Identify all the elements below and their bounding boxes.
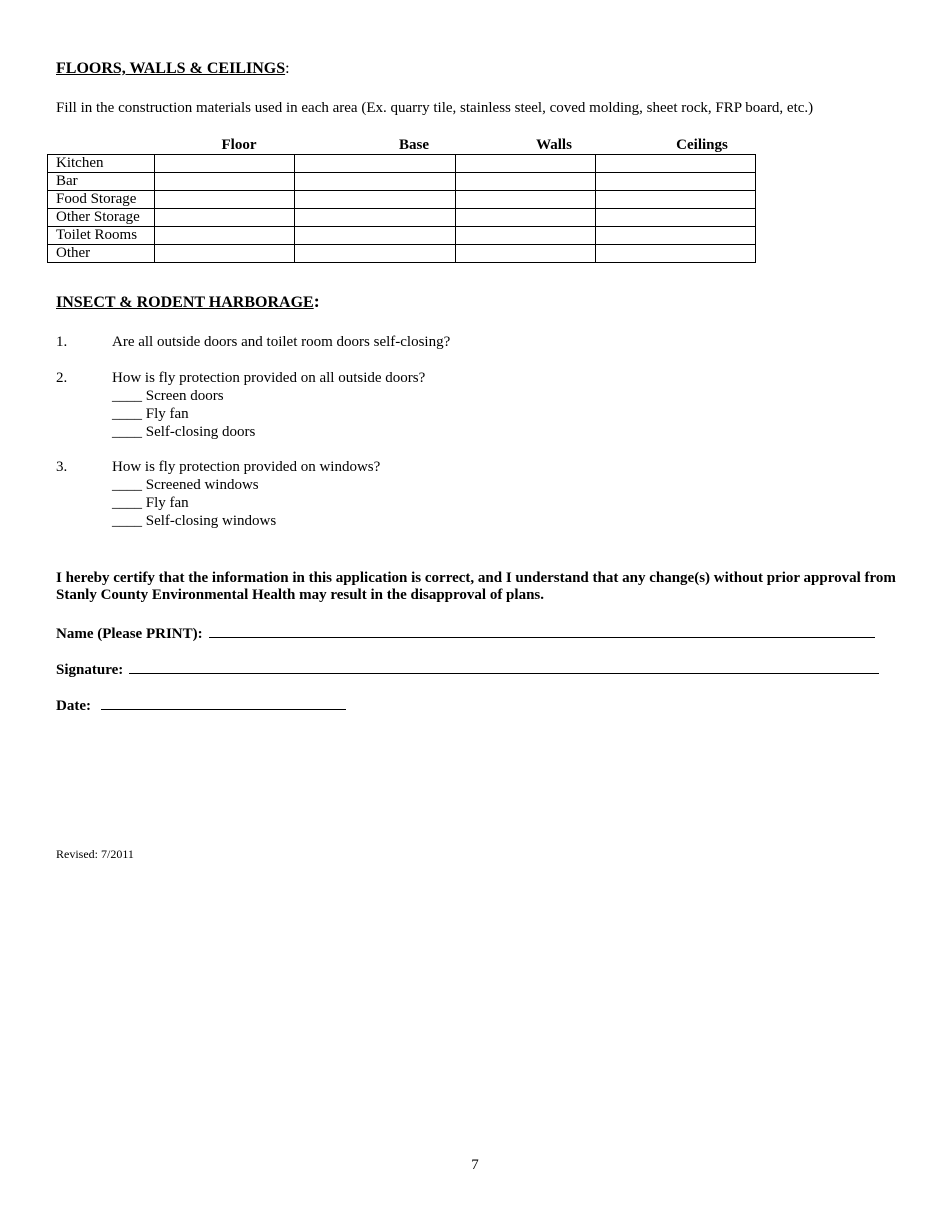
ceilings-cell[interactable] <box>596 173 756 191</box>
floor-cell[interactable] <box>155 245 295 263</box>
date-label: Date: <box>56 698 91 714</box>
table-row <box>48 173 756 191</box>
materials-table <box>47 154 756 263</box>
column-header-walls: Walls <box>536 137 572 153</box>
floor-cell[interactable] <box>155 227 295 245</box>
table-row <box>48 227 756 245</box>
row-label: Bar <box>48 173 155 191</box>
question-number: 3. <box>56 459 68 475</box>
option-fly-fan-doors[interactable]: ____ Fly fan <box>112 406 189 422</box>
signature-field <box>56 659 879 679</box>
walls-cell[interactable] <box>456 173 596 191</box>
name-input-line[interactable] <box>209 623 875 638</box>
ceilings-cell[interactable] <box>596 245 756 263</box>
table-row <box>48 155 756 173</box>
name-label: Name (Please PRINT): <box>56 626 203 642</box>
ceilings-cell[interactable] <box>596 227 756 245</box>
floors-intro: Fill in the construction materials used in each area (Ex. quarry tile, stainless steel, coved molding, sheet rock, FRP board, etc.) <box>56 100 814 116</box>
walls-cell[interactable] <box>456 245 596 263</box>
base-cell[interactable] <box>295 209 456 227</box>
signature-input-line[interactable] <box>129 659 879 674</box>
question-number: 2. <box>56 370 68 386</box>
date-input-line[interactable] <box>101 695 346 710</box>
question-text: How is fly protection provided on all outside doors? <box>112 370 426 386</box>
walls-cell[interactable] <box>456 227 596 245</box>
base-cell[interactable] <box>295 245 456 263</box>
floor-cell[interactable] <box>155 191 295 209</box>
base-cell[interactable] <box>295 173 456 191</box>
column-header-ceilings: Ceilings <box>676 137 728 153</box>
column-header-base: Base <box>399 137 429 153</box>
option-self-closing-windows[interactable]: ____ Self-closing windows <box>112 513 277 529</box>
option-fly-fan-windows[interactable]: ____ Fly fan <box>112 495 189 511</box>
option-screen-doors[interactable]: ____ Screen doors <box>112 388 224 404</box>
row-label: Food Storage <box>48 191 155 209</box>
table-row <box>48 245 756 263</box>
floors-heading <box>56 60 290 78</box>
insect-heading-text: INSECT & RODENT HARBORAGE <box>56 294 314 311</box>
ceilings-cell[interactable] <box>596 191 756 209</box>
option-self-closing-doors[interactable]: ____ Self-closing doors <box>112 424 256 440</box>
table-row <box>48 191 756 209</box>
date-field <box>56 695 346 715</box>
floors-heading-suffix: : <box>285 60 290 77</box>
insect-heading-suffix: : <box>313 291 320 311</box>
row-label: Other Storage <box>48 209 155 227</box>
revised-date: Revised: 7/2011 <box>56 847 134 861</box>
walls-cell[interactable] <box>456 209 596 227</box>
walls-cell[interactable] <box>456 155 596 173</box>
floor-cell[interactable] <box>155 209 295 227</box>
walls-cell[interactable] <box>456 191 596 209</box>
floors-heading-text: FLOORS, WALLS & CEILINGS <box>56 60 286 77</box>
floor-cell[interactable] <box>155 155 295 173</box>
row-label: Kitchen <box>48 155 155 173</box>
signature-label: Signature: <box>56 662 124 678</box>
question-number: 1. <box>56 334 68 350</box>
base-cell[interactable] <box>295 227 456 245</box>
base-cell[interactable] <box>295 155 456 173</box>
base-cell[interactable] <box>295 191 456 209</box>
column-header-floor: Floor <box>221 137 257 153</box>
table-row <box>48 209 756 227</box>
ceilings-cell[interactable] <box>596 155 756 173</box>
row-label: Other <box>48 245 155 263</box>
certification-text: I hereby certify that the information in this application is correct, and I understand that any change(s) without prior approval from Stanly County Environmental Health may result in the disapproval of plans. <box>56 570 896 603</box>
insect-heading <box>56 291 320 312</box>
name-field <box>56 623 875 643</box>
ceilings-cell[interactable] <box>596 209 756 227</box>
question-text: Are all outside doors and toilet room doors self-closing? <box>112 334 451 350</box>
floor-cell[interactable] <box>155 173 295 191</box>
row-label: Toilet Rooms <box>48 227 155 245</box>
question-text: How is fly protection provided on windows? <box>112 459 381 475</box>
option-screened-windows[interactable]: ____ Screened windows <box>112 477 259 493</box>
page-number: 7 <box>471 1157 479 1173</box>
